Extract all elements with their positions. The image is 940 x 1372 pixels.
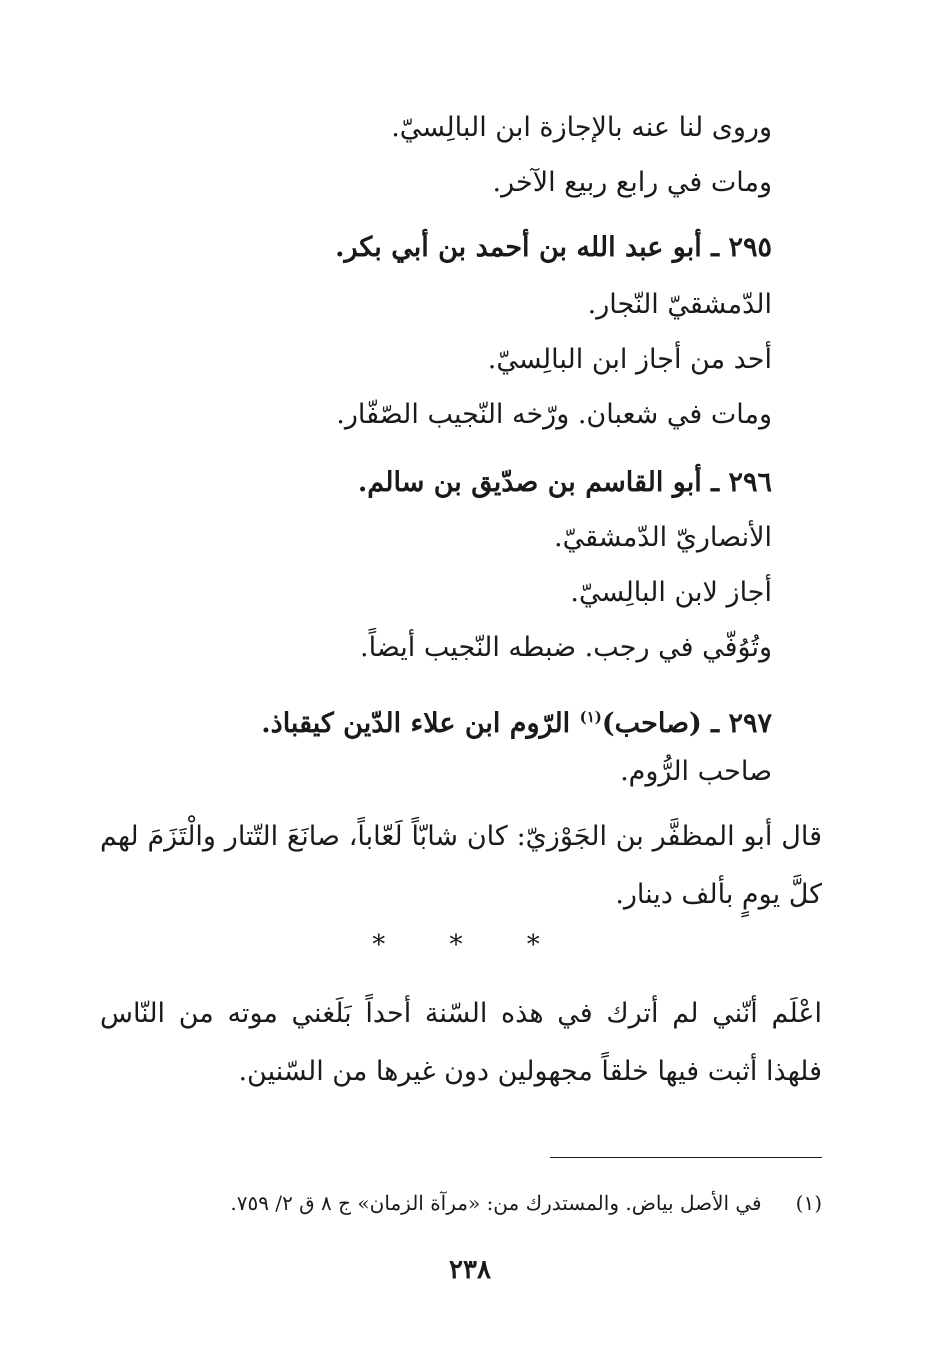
heading-part: الرّوم ابن علاء الدّين كيقباذ. [261, 708, 580, 739]
entry-heading-295: ٢٩٥ ـ أبو عبد الله بن أحمد بن أبي بكر. [335, 232, 772, 263]
footnote-rule [550, 1157, 822, 1158]
text-line: ومات في شعبان. ورّخه النّجيب الصّفّار. [336, 399, 772, 430]
text-line: وتُوُفّي في رجب. ضبطه النّجيب أيضاً. [360, 632, 772, 663]
section-separator: * * * [372, 930, 568, 960]
footnote-number: (١) [795, 1191, 822, 1215]
page-number: ٢٣٨ [449, 1255, 491, 1285]
text-line: الأنصاريّ الدّمشقيّ. [553, 522, 772, 553]
text-line: ومات في رابع ربيع الآخر. [492, 167, 772, 198]
text-line: أجاز لابن البالِسيّ. [570, 577, 772, 608]
entry-heading-296: ٢٩٦ ـ أبو القاسم بن صدّيق بن سالم. [357, 467, 772, 498]
text-line: أحد من أجاز ابن البالِسيّ. [487, 344, 772, 375]
entry-heading-297 [261, 697, 772, 744]
text-line: صاحب الرُّوم. [620, 756, 772, 787]
paragraph: قال أبو المظفَّر بن الجَوْزيّ: كان شابّاً لَعّاباً، صانَعَ التّتار والْتَزَمَ لهم كلَّ يومٍ بألف دينار. [100, 821, 822, 910]
paragraph: اعْلَم أنّني لم أترك في هذه السّنة أحداً بَلَغني موته من النّاس فلهذا أثبت فيها خلقاً مجهولين دون غيرها من السّنين. [100, 998, 822, 1087]
footnote-text: في الأصل بياض. والمستدرك من: «مرآة الزمان» ج ٨ ق ٢/ ٧٥٩. [230, 1191, 762, 1215]
text-line: الدّمشقيّ النّجار. [587, 289, 772, 320]
heading-part: ٢٩٧ ـ (صاحب) [601, 708, 772, 739]
footnote [230, 1188, 822, 1218]
footnote-marker: (١) [579, 708, 602, 726]
text-line: وروى لنا عنه بالإجازة ابن البالِسيّ. [391, 112, 772, 143]
